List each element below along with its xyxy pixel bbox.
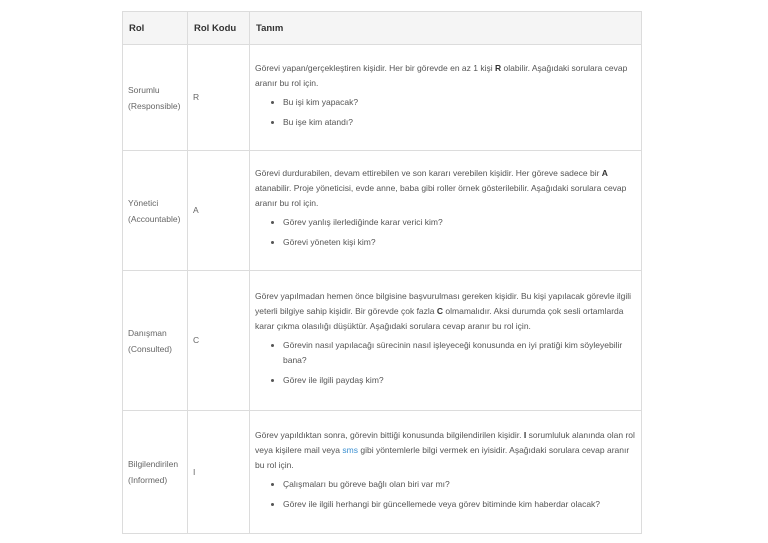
list-item: • Görevin nasıl yapılacağı sürecinin nasıl işleyeceği konusunda en iyi pratiği kim söyleyebilir bana? [283,338,636,368]
role-description [250,45,642,151]
list-item: • Görevi yöneten kişi kim? [283,235,636,250]
role-name: Danışman [128,327,167,338]
question-list [255,215,636,250]
list-item: • Görev ile ilgili herhangi bir güncellemede veya görev bitiminde kim haberdar olacak? [283,497,636,512]
table-row-accountable [123,151,642,271]
list-item: • Bu işi kim yapacak? [283,95,636,110]
description-text: Görev yapıldıktan sonra, görevin bittiği konusunda bilgilendirilen kişidir. I sorumluluk alanında olan rol veya kişilere mail veya sms gibi yöntemlerle bilgi vermek en iyisidir. Aşağıdaki sorulara cevap aranır bu rol için. [255,429,635,470]
table-row-responsible [123,45,642,151]
role-english: (Accountable) [128,213,181,224]
header-role: Rol [123,12,188,45]
role-english: (Consulted) [128,343,172,354]
role-cell [123,151,188,271]
list-item: • Görev ile ilgili paydaş kim? [283,373,636,388]
question-list [255,477,636,512]
header-desc: Tanım [250,12,642,45]
table-row-informed [123,411,642,534]
description-text: Görevi durdurabilen, devam ettirebilen ve son kararı verebilen kişidir. Her göreve sadece bir A atanabilir. Proje yöneticisi, evde anne, baba gibi roller örnek gösterilebilir. Aşağıdaki sorulara cevap aranır bu rol için. [255,168,627,208]
role-cell [123,271,188,411]
role-english: (Responsible) [128,100,181,111]
role-code: I [188,411,250,534]
header-row [123,12,642,45]
role-name: Yönetici [128,197,159,208]
description-text: Görevi yapan/gerçekleştiren kişidir. Her bir görevde en az 1 kişi R olabilir. Aşağıdaki sorulara cevap aranır bu rol için. [255,62,628,88]
role-cell [123,411,188,534]
table-row-consulted [123,271,642,411]
description-text: Görev yapılmadan hemen önce bilgisine başvurulması gereken kişidir. Bu kişi yapılacak görevle ilgili yeterli bilgiye sahip kişidir. Bir görevde çok fazla C olmamalıdır. Aksi durumda çok sesli ortamlarda karar çıkma olasılığı düşüktür. Aşağıdaki sorulara cevap aranır bu rol için. [255,290,632,331]
role-description [250,271,642,411]
role-name: Bilgilendirilen [128,459,179,469]
header-code: Rol Kodu [188,12,250,45]
role-code: R [188,45,250,151]
role-code: C [188,271,250,411]
role-description [250,411,642,534]
list-item: • Çalışmaları bu göreve bağlı olan biri var mı? [283,477,636,492]
role-code: A [188,151,250,271]
list-item: • Görev yanlış ilerlediğinde karar verici kim? [283,215,636,230]
raci-table-container [122,11,641,532]
sms-link[interactable]: sms [342,444,358,455]
role-cell [123,45,188,151]
question-list [255,338,636,388]
question-list [255,95,636,130]
role-name: Sorumlu [128,84,160,95]
role-description [250,151,642,271]
role-english: (Informed) [128,475,168,485]
list-item: • Bu işe kim atandı? [283,115,636,130]
raci-table [122,11,642,534]
